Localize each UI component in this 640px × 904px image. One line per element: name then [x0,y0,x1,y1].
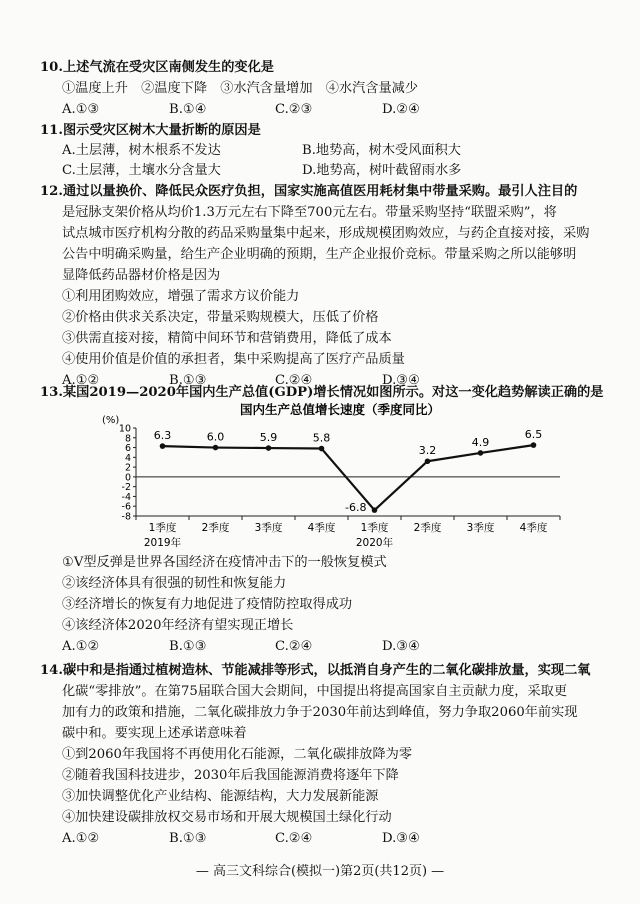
y-tick-label: -4 [121,491,131,503]
q14-item-4: ④加快建设碳排放权交易市场和开展大规模国土绿化行动 [62,810,392,825]
q14-option-a[interactable]: A.①② [62,831,100,846]
data-point [213,445,219,451]
x-category-label: 4季度 [307,522,336,534]
q14-stem-line-3: 加有力的政策和措施，二氧化碳排放力争于2030年前达到峰值，努力争取2060年前实现 [62,705,578,720]
gdp-growth-chart [100,398,570,556]
y-tick-label: 4 [124,452,131,464]
q14-option-b[interactable]: B.①③ [169,831,207,846]
q13-option-a[interactable]: A.①② [62,639,100,654]
data-label: 4.9 [471,435,490,449]
year-label: 2020年 [355,537,394,549]
q13-item-3: ③经济增长的恢复有力地促进了疫情防控取得成功 [62,597,353,612]
y-tick-label: 6 [124,443,131,455]
data-point [319,446,325,452]
q13-option-b[interactable]: B.①③ [169,639,207,654]
q10-stem: 10.上述气流在受灾区南侧发生的变化是 [40,60,274,75]
x-category-label: 2季度 [413,522,442,534]
q13-item-4: ④该经济体2020年经济有望实现正增长 [62,618,294,633]
page-footer: — 高三文科综合(模拟一)第2页(共12页) — [195,864,445,879]
q12-option-c[interactable]: C.②④ [275,373,313,388]
q13-stem: 13.某国2019—2020年国内生产总值(GDP)增长情况如图所示。对这一变化趋势解读正确的是 [40,385,604,400]
q14-item-2: ②随着我国科技进步，2030年后我国能源消费将逐年下降 [62,768,399,783]
q12-stem-line-1: 12.通过以量换价、降低民众医疗负担，国家实施高值医用耗材集中带量采购。最引人注目的 [40,184,578,199]
q12-stem-line-2: 是冠脉支架价格从均价1.3万元左右下降至700元左右。带量采购坚持“联盟采购”，将 [62,205,557,220]
x-category-label: 1季度 [360,522,389,534]
q14-item-3: ③加快调整优化产业结构、能源结构，大力发展新能源 [62,789,379,804]
data-point [478,450,484,456]
y-tick-label: -8 [121,511,131,523]
data-point [425,458,431,464]
q10-items: ①温度上升 ②温度下降 ③水汽含量增加 ④水汽含量减少 [62,81,419,96]
q13-item-2: ②该经济体具有很强的韧性和恢复能力 [62,576,287,591]
data-label: 6.5 [524,428,543,442]
y-tick-label: 2 [124,462,131,474]
q11-option-d[interactable]: D.地势高，树叶截留雨水多 [302,163,462,178]
x-category-label: 1季度 [148,522,177,534]
year-label: 2019年 [143,537,182,549]
x-category-label: 4季度 [519,522,548,534]
y-tick-label: 0 [124,472,131,484]
q12-item-1: ①利用团购效应，增强了需求方议价能力 [62,289,300,304]
q13-option-c[interactable]: C.②④ [275,639,313,654]
data-label: 5.9 [259,431,278,445]
q11-option-b[interactable]: B.地势高，树木受风面积大 [302,143,461,158]
q13-item-1: ①V型反弹是世界各国经济在疫情冲击下的一般恢复模式 [62,555,387,570]
data-label: 6.3 [153,429,172,443]
x-category-label: 3季度 [466,522,495,534]
q12-item-3: ③供需直接对接，精简中间环节和营销费用，降低了成本 [62,331,392,346]
q13-option-d[interactable]: D.③④ [382,639,420,654]
q12-item-2: ②价格由供求关系决定，带量采购规模大，压低了价格 [62,310,379,325]
q14-option-c[interactable]: C.②④ [275,831,313,846]
x-category-label: 3季度 [254,522,283,534]
y-tick-label: 8 [124,433,131,445]
data-label: 3.2 [418,444,437,458]
q12-stem-line-4: 公告中明确采购量，给生产企业明确的预期，生产企业报价竞标。带量采购之所以能够明 [62,247,577,262]
q11-stem: 11.图示受灾区树木大量折断的原因是 [40,123,261,138]
q14-stem-line-4: 碳中和。要实现上述承诺意味着 [62,726,247,741]
q10-option-c[interactable]: C.②③ [275,102,313,117]
y-tick-label: 10 [118,423,131,435]
y-tick-label: -2 [121,482,131,494]
data-label: 6.0 [206,430,225,444]
q12-item-4: ④使用价值是价值的承担者，集中采购提高了医疗产品质量 [62,352,405,367]
q12-stem-line-5: 显降低药品器材价格是因为 [62,268,221,283]
data-point [160,443,166,449]
data-point [372,507,378,513]
q12-stem-line-3: 试点城市医疗机构分散的药品采购量集中起来，形成规模团购效应，与药企直接对接，采购 [62,226,590,241]
data-point [531,442,537,448]
q12-option-d[interactable]: D.③④ [382,373,420,388]
q10-option-d[interactable]: D.②④ [382,102,420,117]
q10-option-a[interactable]: A.①③ [62,102,100,117]
q14-stem-line-2: 化碳“零排放”。在第75届联合国大会期间，中国提出将提高国家自主贡献力度，采取更 [62,684,568,699]
q14-option-d[interactable]: D.③④ [382,831,420,846]
q12-option-a[interactable]: A.①② [62,373,100,388]
y-tick-label: -6 [121,501,131,513]
chart-title: 国内生产总值增长速度（季度同比） [239,402,441,417]
data-label: 5.8 [312,431,331,445]
q10-option-b[interactable]: B.①④ [169,102,207,117]
data-point [266,445,272,451]
chart-y-unit-label: (%) [102,415,120,426]
q14-item-1: ①到2060年我国将不再使用化石能源，二氧化碳排放降为零 [62,747,413,762]
q12-option-b[interactable]: B.①③ [169,373,207,388]
q14-stem-line-1: 14.碳中和是指通过植树造林、节能减排等形式，以抵消自身产生的二氧化碳排放量，实现二氧 [40,663,591,678]
data-label: -6.8 [345,501,367,515]
q11-option-c[interactable]: C.土层薄，土壤水分含量大 [62,163,221,178]
q11-option-a[interactable]: A.土层薄，树木根系不发达 [62,143,221,158]
x-category-label: 2季度 [201,522,230,534]
